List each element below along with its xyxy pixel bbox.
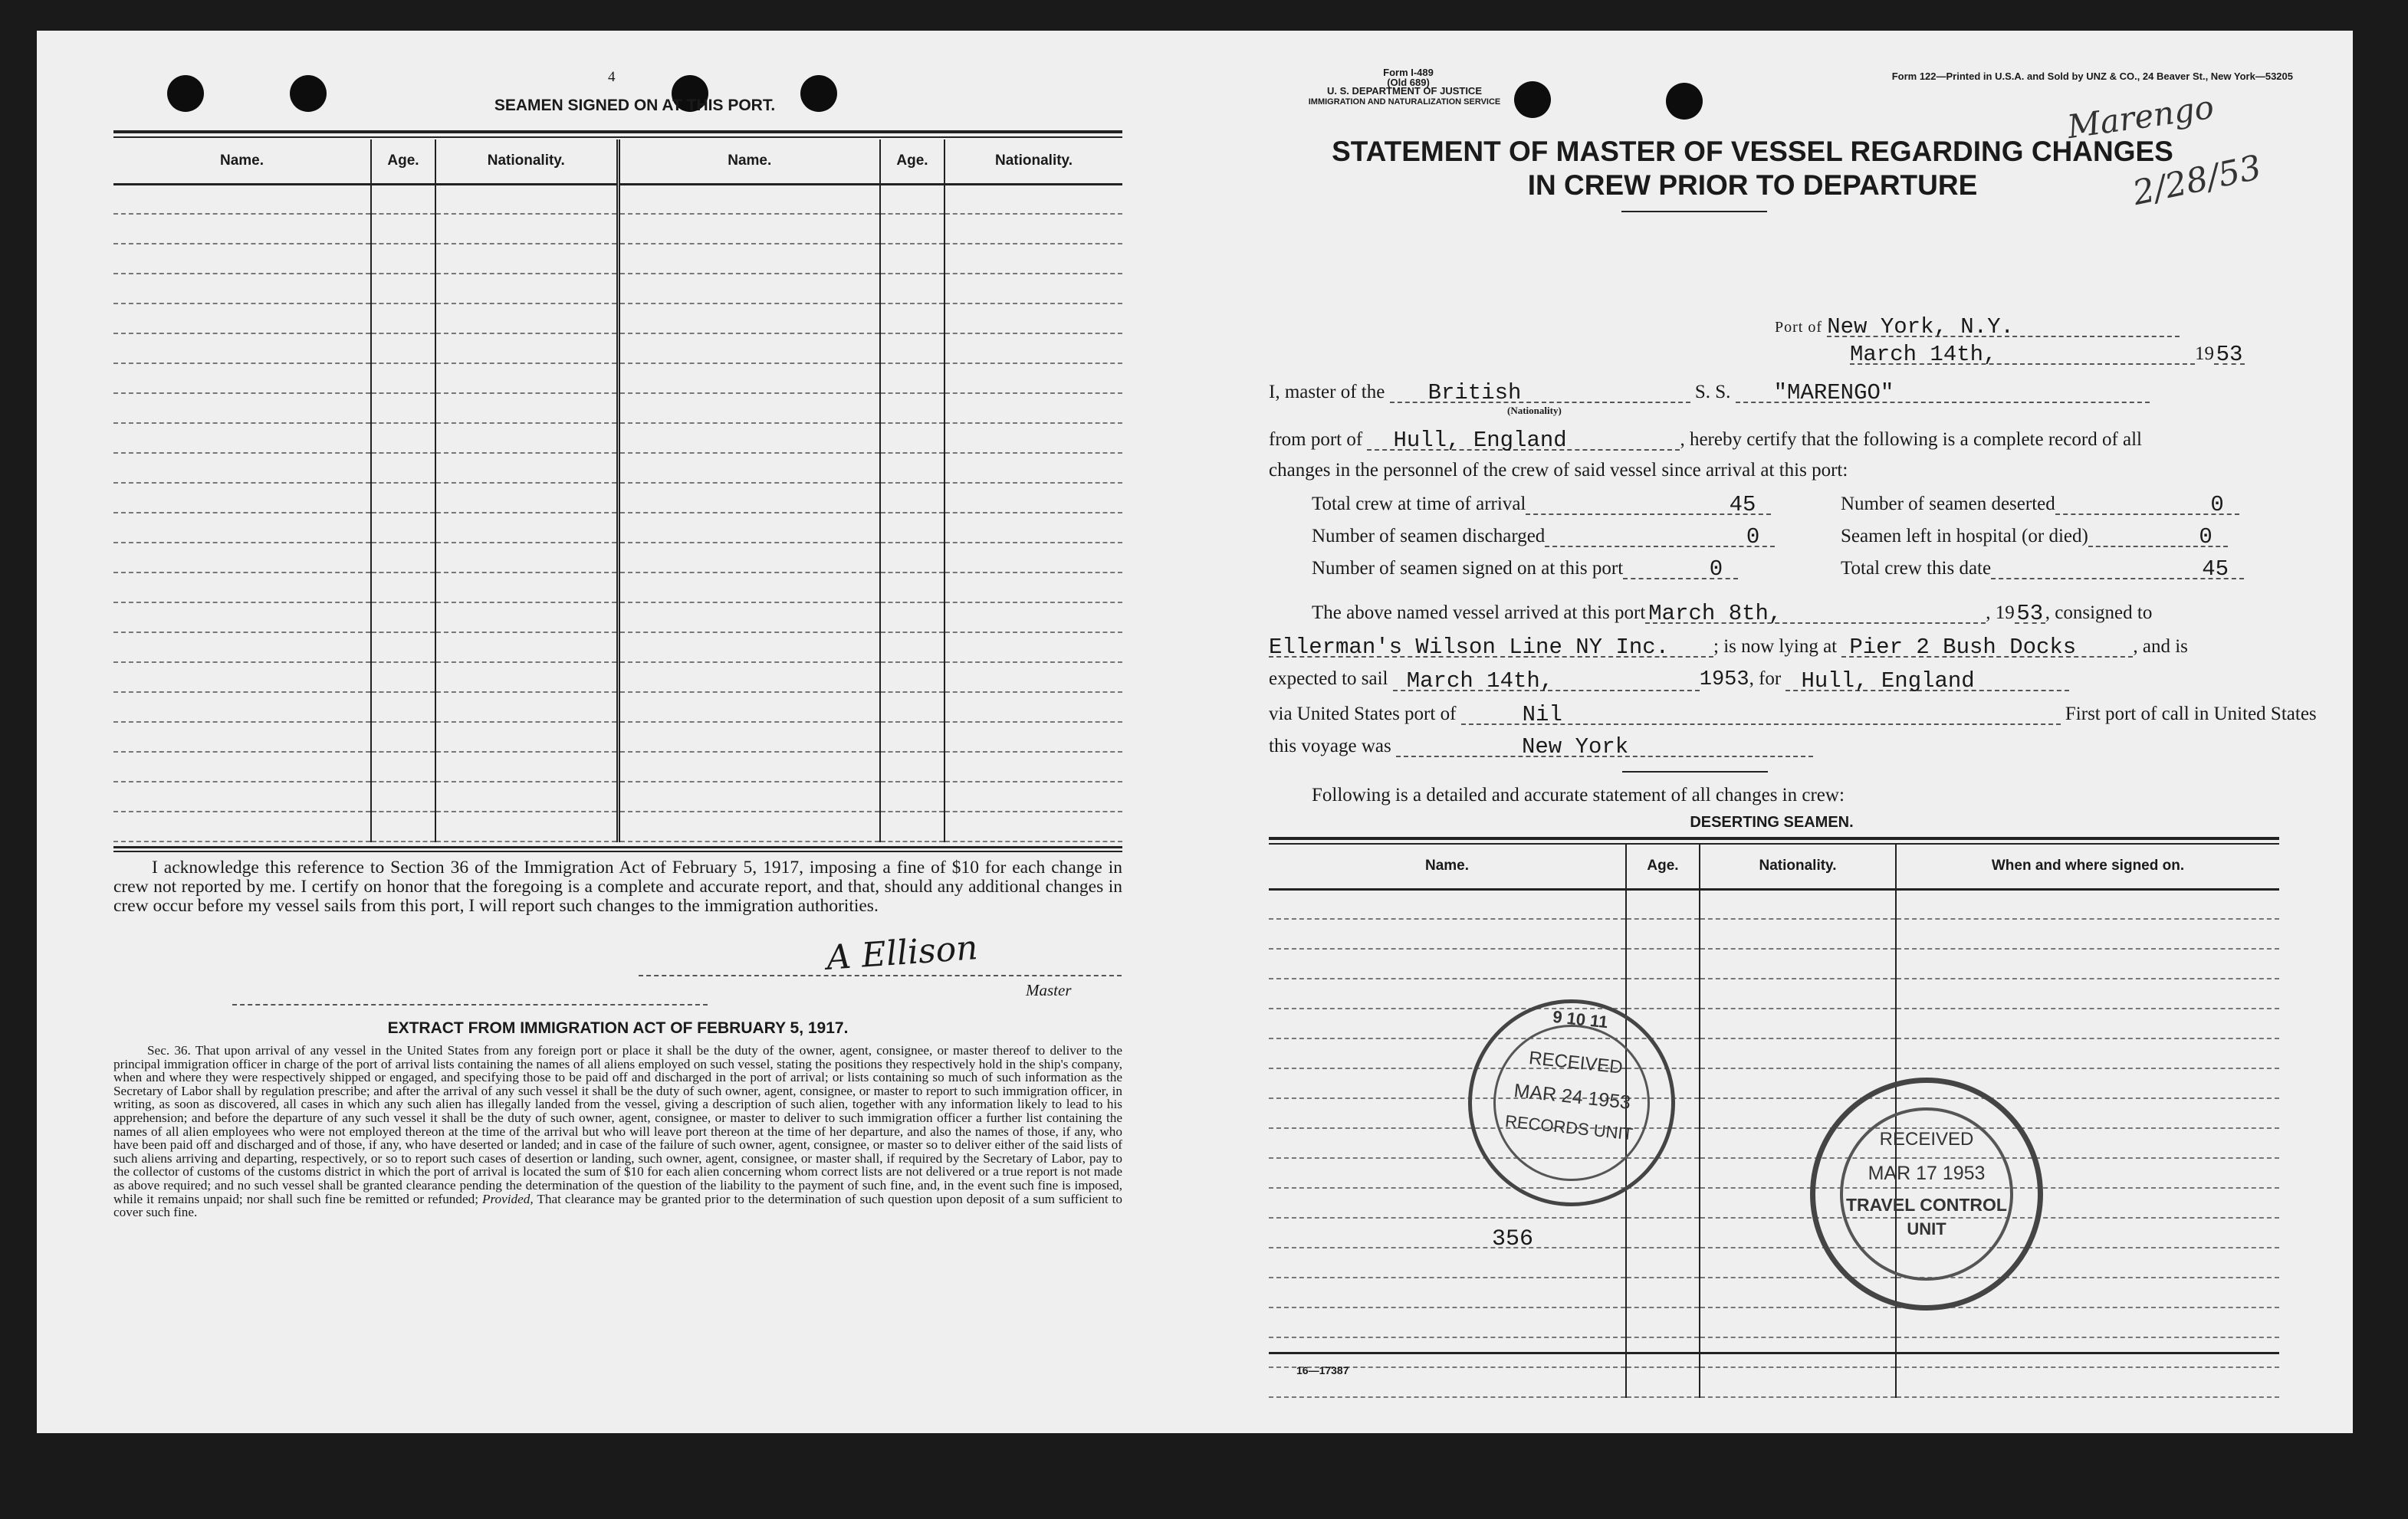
- table-cell: [113, 513, 371, 543]
- table-cell: [113, 453, 371, 483]
- table-row: [1269, 1009, 2279, 1038]
- table-cell: [880, 184, 944, 214]
- table-cell: [113, 812, 371, 842]
- table-cell: [1626, 1278, 1700, 1307]
- table-row: [113, 363, 1122, 393]
- master-label: Master: [1026, 981, 1072, 999]
- punch-hole: [1666, 83, 1703, 120]
- table-cell: [1896, 949, 2279, 979]
- arrived-value: March 8th,: [1645, 601, 1986, 624]
- table-cell: [113, 214, 371, 244]
- table-cell: [880, 543, 944, 572]
- from-port-row: from port of Hull, England , hereby certify that the following is a complete record of all: [1269, 428, 2143, 453]
- table-row: [1269, 1128, 2279, 1158]
- table-cell: [944, 632, 1122, 662]
- table-cell: [371, 483, 435, 513]
- footer-code: 16—17387: [1296, 1364, 1349, 1376]
- table-cell: [113, 244, 371, 274]
- table-cell: [113, 722, 371, 752]
- table-cell: [944, 363, 1122, 393]
- table-row: [1269, 919, 2279, 949]
- signed-on-value: 0: [1623, 556, 1738, 579]
- total-crew-date-value: 45: [1991, 556, 2244, 579]
- agency-heading: U. S. DEPARTMENT OF JUSTICE IMMIGRATION AND NATURALIZATION SERVICE: [1308, 85, 1501, 107]
- table-cell: [944, 333, 1122, 363]
- table-cell: [435, 782, 618, 812]
- table-cell: [1269, 889, 1626, 919]
- table-cell: [1269, 1218, 1626, 1248]
- table-cell: [435, 423, 618, 453]
- table-cell: [371, 333, 435, 363]
- total-crew-arrival-value: 45: [1526, 492, 1771, 515]
- table-cell: [944, 513, 1122, 543]
- section-title: SEAMEN SIGNED ON AT THIS PORT.: [494, 97, 776, 114]
- table-cell: [371, 363, 435, 393]
- table-cell: [944, 423, 1122, 453]
- extract-title: EXTRACT FROM IMMIGRATION ACT OF FEBRUARY 5, 1917.: [387, 1019, 849, 1037]
- received-records-unit-stamp: 9 10 11 RECEIVED MAR 24 1953 RECORDS UNIT: [1458, 989, 1686, 1217]
- table-cell: [113, 543, 371, 572]
- col-nationality: Nationality.: [435, 139, 618, 184]
- table-cell: [880, 244, 944, 274]
- table-cell: [1269, 1278, 1626, 1307]
- via-row: via United States port of Nil First port of call in United States: [1269, 702, 2317, 727]
- table-row: [113, 812, 1122, 842]
- table-row: [113, 423, 1122, 453]
- following-text: Following is a detailed and accurate statement of all changes in crew:: [1312, 785, 1845, 805]
- table-row: [113, 333, 1122, 363]
- discharged-row: Number of seamen discharged 0: [1312, 524, 1775, 547]
- file-number: 356: [1492, 1226, 1534, 1252]
- table-cell: [435, 722, 618, 752]
- table-cell: [435, 453, 618, 483]
- table-cell: [880, 214, 944, 244]
- table-cell: [1626, 919, 1700, 949]
- table-cell: [618, 602, 880, 632]
- table-cell: [113, 572, 371, 602]
- deserting-seamen-table: [1269, 845, 2279, 1398]
- table-cell: [1896, 979, 2279, 1009]
- table-cell: [1626, 979, 1700, 1009]
- col-nationality: Nationality.: [944, 139, 1122, 184]
- vessel-name: "MARENGO": [1736, 380, 2150, 403]
- table-cell: [435, 483, 618, 513]
- table-cell: [944, 453, 1122, 483]
- col-signed-on: When and where signed on.: [1896, 845, 2279, 889]
- table-cell: [113, 483, 371, 513]
- received-travel-control-stamp: RECEIVED MAR 17 1953 TRAVEL CONTROL UNIT: [1810, 1078, 2043, 1311]
- table-cell: [944, 543, 1122, 572]
- table-row: [113, 214, 1122, 244]
- table-row: [113, 692, 1122, 722]
- table-cell: [944, 812, 1122, 842]
- deserted-value: 0: [2055, 492, 2239, 515]
- table-row: [1269, 1188, 2279, 1218]
- table-cell: [435, 572, 618, 602]
- table-row: [113, 184, 1122, 214]
- col-name: Name.: [1269, 845, 1626, 889]
- destination-value: Hull, England: [1785, 668, 2069, 691]
- table-row: [113, 602, 1122, 632]
- table-cell: [113, 752, 371, 782]
- table-cell: [1700, 889, 1896, 919]
- table-cell: [113, 274, 371, 303]
- consignee-row: Ellerman's Wilson Line NY Inc. ; is now lying at Pier 2 Bush Docks , and is: [1269, 635, 2188, 660]
- table-cell: [880, 722, 944, 752]
- table-cell: [880, 812, 944, 842]
- table-cell: [435, 214, 618, 244]
- table-cell: [371, 572, 435, 602]
- master-signature: A Ellison: [825, 928, 980, 978]
- table-cell: [1896, 1038, 2279, 1068]
- table-cell: [880, 303, 944, 333]
- table-cell: [371, 543, 435, 572]
- table-row: [1269, 1158, 2279, 1188]
- table-cell: [113, 662, 371, 692]
- arrived-row: The above named vessel arrived at this port March 8th, , 1953 , consigned to: [1312, 601, 2153, 626]
- deserting-title: DESERTING SEAMEN.: [1690, 814, 1854, 831]
- deserted-row: Number of seamen deserted 0: [1841, 492, 2239, 515]
- table-cell: [880, 632, 944, 662]
- table-cell: [618, 244, 880, 274]
- table-cell: [1269, 1248, 1626, 1278]
- table-cell: [1626, 1367, 1700, 1397]
- table-cell: [618, 572, 880, 602]
- sail-date-value: March 14th,: [1393, 668, 1700, 691]
- table-row: [113, 722, 1122, 752]
- table-cell: [435, 303, 618, 333]
- signed-on-row: Number of seamen signed on at this port 0: [1312, 556, 1738, 579]
- table-cell: [435, 543, 618, 572]
- table-cell: [1626, 889, 1700, 919]
- table-cell: [113, 303, 371, 333]
- table-row: [1269, 1038, 2279, 1068]
- table-cell: [435, 602, 618, 632]
- port-of-value: New York, N.Y.: [1827, 314, 2180, 337]
- table-cell: [618, 423, 880, 453]
- consignee-value: Ellerman's Wilson Line NY Inc.: [1269, 635, 1713, 658]
- table-cell: [113, 692, 371, 722]
- table-cell: [618, 662, 880, 692]
- table-cell: [435, 363, 618, 393]
- table-cell: [435, 632, 618, 662]
- table-cell: [371, 214, 435, 244]
- hospital-value: 0: [2088, 524, 2228, 547]
- handwritten-date: 2/28/53: [2129, 147, 2265, 214]
- table-cell: [880, 752, 944, 782]
- master-row: I, master of the British S. S. "MARENGO": [1269, 380, 2150, 403]
- table-row: [113, 244, 1122, 274]
- total-crew-date-row: Total crew this date 45: [1841, 556, 2244, 579]
- discharged-value: 0: [1545, 524, 1775, 547]
- left-page: [37, 31, 1201, 1433]
- table-cell: [435, 692, 618, 722]
- date-value: March 14th,: [1850, 342, 2195, 365]
- table-cell: [944, 483, 1122, 513]
- table-cell: [944, 602, 1122, 632]
- table-cell: [880, 572, 944, 602]
- seamen-signed-on-table: [113, 139, 1122, 842]
- table-cell: [1896, 1009, 2279, 1038]
- table-cell: [371, 393, 435, 423]
- table-cell: [880, 692, 944, 722]
- via-port-value: Nil: [1461, 702, 2061, 725]
- extract-text: [113, 1044, 1122, 1219]
- table-row: [113, 274, 1122, 303]
- table-row: [1269, 1307, 2279, 1337]
- table-cell: [880, 333, 944, 363]
- table-cell: [1700, 949, 1896, 979]
- table-cell: [1700, 979, 1896, 1009]
- form-number: Form I-489 (Old 689): [1383, 67, 1434, 88]
- table-row: [113, 453, 1122, 483]
- table-row: [1269, 1278, 2279, 1307]
- extract-tail: That clearance may be granted prior to the determination of such question upon deposit of a sum sufficient to cover such fine.: [113, 1191, 1123, 1220]
- table-cell: [618, 363, 880, 393]
- table-cell: [435, 244, 618, 274]
- col-age: Age.: [371, 139, 435, 184]
- table-cell: [1626, 1248, 1700, 1278]
- handwritten-vessel-name: Marengo: [2065, 87, 2216, 146]
- table-cell: [618, 692, 880, 722]
- table-cell: [1700, 1038, 1896, 1068]
- table-cell: [618, 453, 880, 483]
- table-cell: [944, 752, 1122, 782]
- nationality-caption: (Nationality): [1507, 405, 1562, 416]
- certify-line-2: changes in the personnel of the crew of said vessel since arrival at this port:: [1269, 460, 1848, 481]
- table-cell: [371, 274, 435, 303]
- table-cell: [618, 722, 880, 752]
- table-cell: [618, 184, 880, 214]
- table-cell: [880, 274, 944, 303]
- table-row: [113, 782, 1122, 812]
- table-cell: [1896, 1307, 2279, 1337]
- table-cell: [944, 782, 1122, 812]
- table-row: [1269, 1068, 2279, 1098]
- table-cell: [435, 184, 618, 214]
- provided-label: Provided,: [482, 1191, 534, 1206]
- table-row: [113, 393, 1122, 423]
- table-cell: [1626, 949, 1700, 979]
- table-cell: [1626, 1307, 1700, 1337]
- table-cell: [618, 483, 880, 513]
- sail-year: 1953: [1699, 668, 1749, 691]
- table-cell: [1269, 949, 1626, 979]
- col-nationality: Nationality.: [1700, 845, 1896, 889]
- table-cell: [618, 632, 880, 662]
- table-cell: [371, 692, 435, 722]
- table-cell: [618, 752, 880, 782]
- table-cell: [1700, 1307, 1896, 1337]
- table-cell: [618, 543, 880, 572]
- table-cell: [371, 184, 435, 214]
- first-port-value: New York: [1396, 734, 1813, 757]
- table-cell: [944, 692, 1122, 722]
- table-row: [1269, 1367, 2279, 1397]
- table-cell: [1896, 889, 2279, 919]
- voyage-row: this voyage was New York: [1269, 734, 1813, 757]
- table-cell: [435, 812, 618, 842]
- arrived-year: 53: [2015, 601, 2045, 624]
- table-cell: [944, 393, 1122, 423]
- table-cell: [113, 333, 371, 363]
- table-cell: [1896, 1367, 2279, 1397]
- col-name: Name.: [113, 139, 371, 184]
- port-of-row: Port of New York, N.Y.: [1775, 314, 2180, 337]
- table-cell: [880, 602, 944, 632]
- table-cell: [435, 662, 618, 692]
- table-cell: [880, 483, 944, 513]
- table-row: [1269, 1218, 2279, 1248]
- table-row: [113, 662, 1122, 692]
- table-row: [113, 752, 1122, 782]
- table-cell: [113, 602, 371, 632]
- col-name: Name.: [618, 139, 880, 184]
- table-cell: [113, 363, 371, 393]
- table-cell: [880, 662, 944, 692]
- table-cell: [944, 214, 1122, 244]
- acknowledgement-text: I acknowledge this reference to Section 36 of the Immigration Act of February 5, 1917, imposing a fine of $10 for each change in crew not reported by me. I certify on honor that the foregoing is a complete and accurate report, and that, should any additional changes in crew occur before my vessel sails from this port, I will report such changes to the immigration authorities.: [113, 858, 1122, 916]
- page-number: 4: [608, 69, 616, 85]
- table-cell: [435, 393, 618, 423]
- table-cell: [435, 513, 618, 543]
- table-cell: [1700, 1009, 1896, 1038]
- punch-hole: [167, 75, 204, 112]
- table-cell: [1626, 1188, 1700, 1218]
- table-cell: [944, 303, 1122, 333]
- table-cell: [618, 333, 880, 363]
- table-row: [113, 303, 1122, 333]
- table-cell: [371, 722, 435, 752]
- hospital-row: Seamen left in hospital (or died) 0: [1841, 524, 2228, 547]
- total-crew-arrival-row: Total crew at time of arrival 45: [1312, 492, 1771, 515]
- table-cell: [880, 513, 944, 543]
- table-row: [1269, 889, 2279, 919]
- table-cell: [1269, 1307, 1626, 1337]
- table-cell: [1700, 919, 1896, 949]
- table-cell: [1700, 1367, 1896, 1397]
- table-cell: [371, 812, 435, 842]
- table-cell: [618, 812, 880, 842]
- table-cell: [113, 632, 371, 662]
- table-cell: [618, 782, 880, 812]
- table-row: [113, 513, 1122, 543]
- table-cell: [944, 722, 1122, 752]
- punch-hole: [290, 75, 327, 112]
- table-cell: [371, 752, 435, 782]
- nationality-value: British: [1390, 380, 1690, 403]
- table-cell: [880, 782, 944, 812]
- table-cell: [371, 303, 435, 333]
- year-value: 53: [2214, 342, 2245, 365]
- table-cell: [880, 423, 944, 453]
- table-cell: [371, 782, 435, 812]
- table-cell: [371, 513, 435, 543]
- section-label: Sec. 36.: [147, 1043, 191, 1058]
- table-cell: [371, 453, 435, 483]
- extract-body: That upon arrival of any vessel in the United States from any foreign port or place it shall be the duty of the owner, agent, consignee, or master thereof to deliver to the principal immigration officer in charge of the port of arrival lists containing the names of all aliens employed on such vessel, stating the positions they respectively hold in the ship's company, when and where they were respectively shipped or engaged, and specifying those to be paid off and discharged in the port of arrival; or lists containing so much of such information as the Secretary of Labor shall by regulation prescribe; and after the arrival of any such vessel it shall be the duty of such owner, agent, consignee, or master to report to such immigration officer, in writing, as soon as discovered, all cases in which any such alien has illegally landed from the vessel, giving a description of such alien, together with any information likely to lead to his apprehension; and before the departure of any such vessel it shall be the duty of such owner, agent, consignee, or master to deliver to such immigration officer a further list containing the names of all alien employees who were not employed thereon at the time of the arrival but who will leave port thereon at the time of her departure, and also the names of those, if any, who have been paid off and discharged and of those, if any, who have deserted or landed; and in case of the failure of such owner, agent, consignee, or master so to deliver either of the said lists of such aliens arriving and departing, respectively, or so to report such cases of desertion or landing, such owner, agent, consignee, or master shall, if required by the Secretary of Labor, pay to the collector of customs of the customs district in which the port of arrival is located the sum of $10 for each alien concerning whom correct lists are not delivered or a true report is not made as above required; and no such vessel shall be granted clearance pending the determination of the question of the liability to the payment of such fine, and, in the event such fine is imposed, while it remains unpaid; nor shall such fine be remitted or refunded;: [113, 1043, 1122, 1206]
- table-cell: [113, 184, 371, 214]
- table-row: [1269, 1248, 2279, 1278]
- table-cell: [1896, 919, 2279, 949]
- table-cell: [944, 244, 1122, 274]
- table-cell: [435, 333, 618, 363]
- table-row: [113, 483, 1122, 513]
- date-row: March 14th, 1953: [1850, 342, 2245, 365]
- printer-line: Form 122—Printed in U.S.A. and Sold by UNZ & CO., 24 Beaver St., New York—53205: [1891, 71, 2293, 82]
- table-cell: [944, 572, 1122, 602]
- right-page: [1189, 31, 2353, 1433]
- table-row: [113, 632, 1122, 662]
- table-row: [1269, 979, 2279, 1009]
- table-cell: [371, 244, 435, 274]
- lying-at-value: Pier 2 Bush Docks: [1841, 635, 2133, 658]
- table-cell: [944, 274, 1122, 303]
- table-cell: [618, 393, 880, 423]
- table-cell: [618, 214, 880, 244]
- from-port-value: Hull, England: [1367, 428, 1680, 451]
- table-cell: [371, 662, 435, 692]
- table-cell: [880, 363, 944, 393]
- table-cell: [618, 274, 880, 303]
- table-cell: [371, 423, 435, 453]
- table-cell: [435, 274, 618, 303]
- table-row: [1269, 1098, 2279, 1128]
- table-cell: [113, 423, 371, 453]
- table-cell: [880, 393, 944, 423]
- table-row: [113, 543, 1122, 572]
- table-cell: [880, 453, 944, 483]
- table-cell: [618, 513, 880, 543]
- table-row: [113, 572, 1122, 602]
- table-cell: [371, 602, 435, 632]
- table-cell: [435, 752, 618, 782]
- table-cell: [944, 662, 1122, 692]
- table-cell: [1626, 1218, 1700, 1248]
- table-cell: [944, 184, 1122, 214]
- col-age: Age.: [1626, 845, 1700, 889]
- col-age: Age.: [880, 139, 944, 184]
- table-cell: [113, 393, 371, 423]
- table-cell: [1269, 919, 1626, 949]
- sail-row: expected to sail March 14th, 1953, for Hull, England: [1269, 668, 2069, 691]
- table-row: [1269, 949, 2279, 979]
- document-title: STATEMENT OF MASTER OF VESSEL REGARDING CHANGES IN CREW PRIOR TO DEPARTURE: [1332, 136, 2173, 201]
- table-cell: [113, 782, 371, 812]
- table-cell: [618, 303, 880, 333]
- table-cell: [371, 632, 435, 662]
